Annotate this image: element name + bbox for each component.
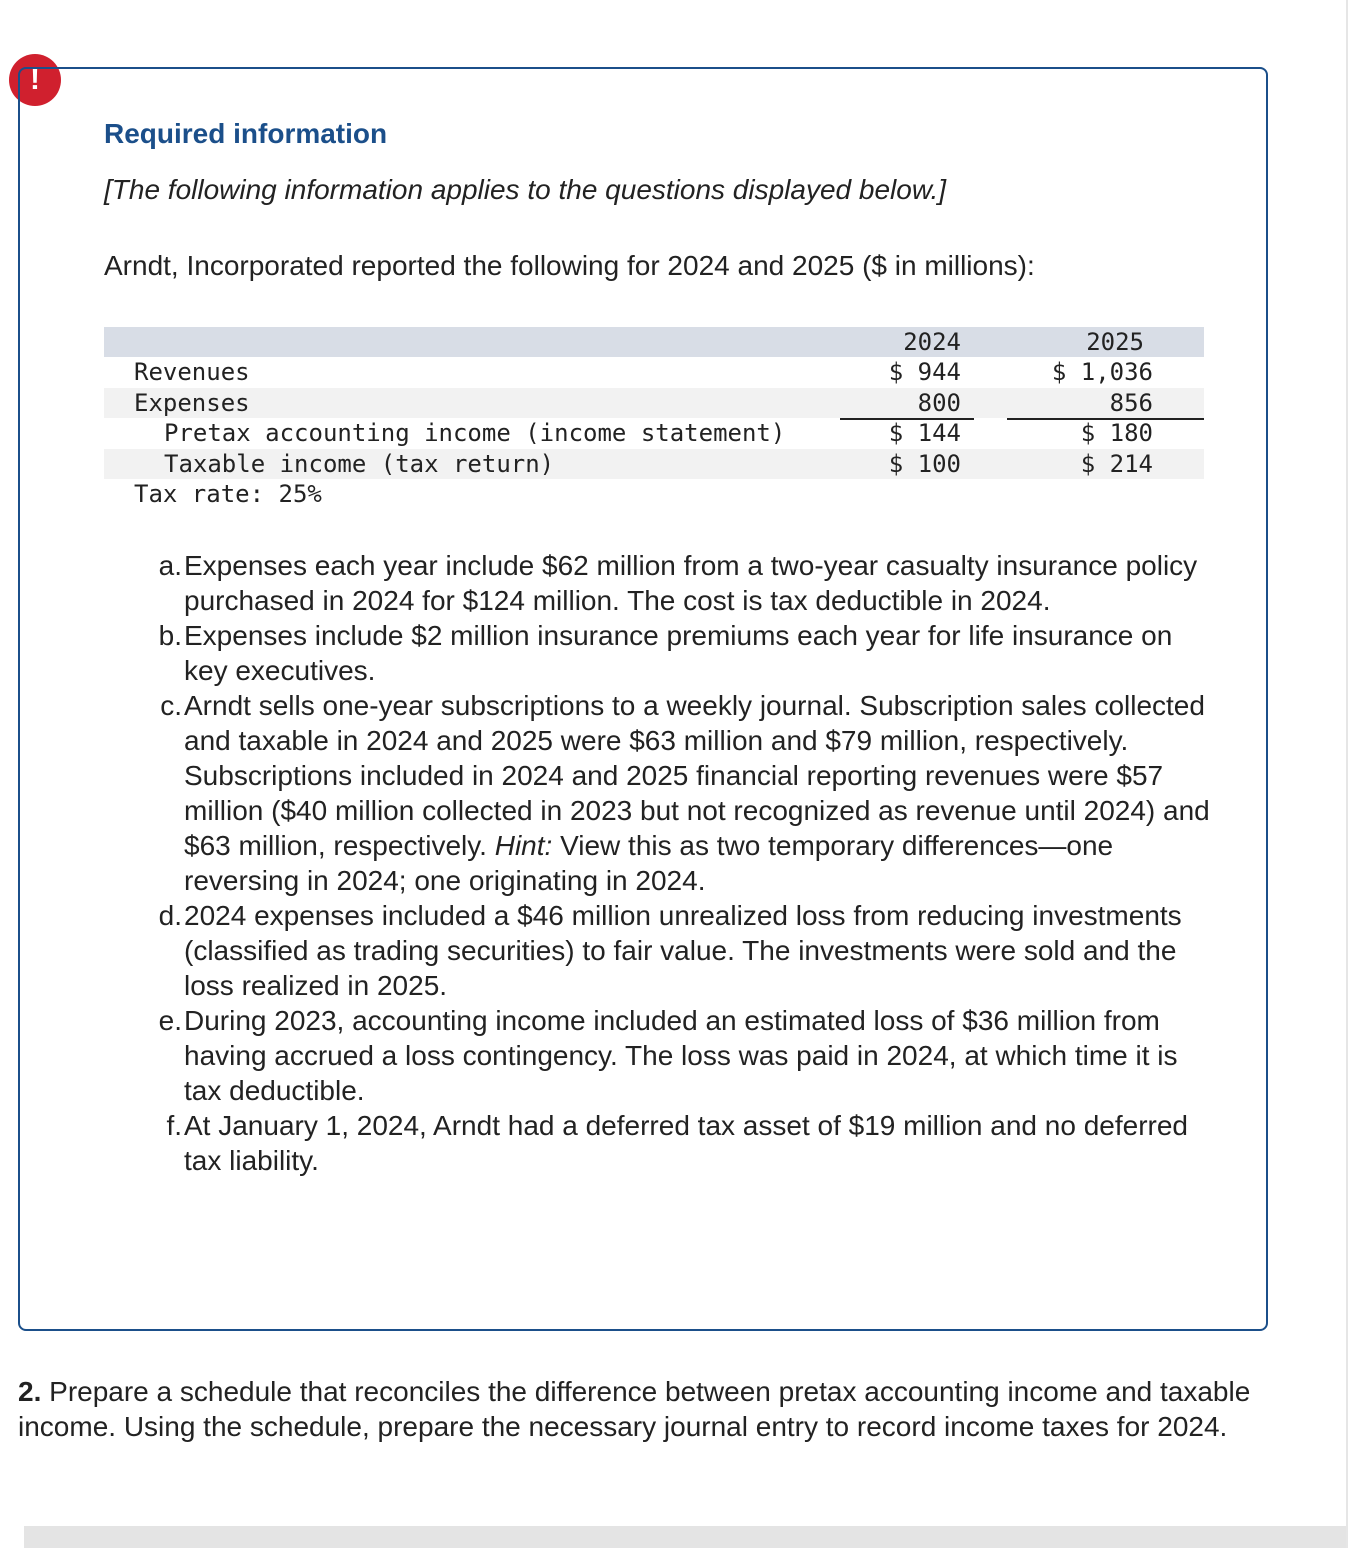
note-text: At January 1, 2024, Arndt had a deferred tax asset of $19 million and no deferred tax liability. [184,1110,1188,1176]
table-row-revenues [104,357,1204,388]
note-d [150,898,1210,1003]
row-value-2025: $ 180 [1080,419,1153,447]
note-f [150,1108,1210,1178]
alert-icon: ! [9,54,61,106]
table-row-expenses [104,388,1204,419]
hint-label: Hint: [494,830,553,861]
note-letter: b. [158,620,182,651]
note-text [184,688,1210,898]
row-value-2024: 800 [917,388,961,417]
question-prompt [18,1374,1318,1444]
note-letter: e. [158,1005,182,1036]
note-text-main: Arndt sells one-year subscriptions to a weekly journal. Subscription sales collected and taxable in 2024 and 2025 were $63 million and $79 million, respectively. Subscriptions included in 2024 and 2025 financial reporting revenues were $57 million ($40 million collected in 2023 but not recognized as revenue until 2024) and $63 million, respectively. [184,690,1210,861]
financial-table [104,327,1204,510]
note-letter: d. [158,900,182,931]
hint-text: View this as two temporary differences—one reversing in 2024; one originating in 2024. [184,830,1114,896]
notes-list [150,548,1210,1178]
table-header-row [104,327,1204,357]
row-label: Tax rate: 25% [134,480,322,508]
note-text: Expenses include $2 million insurance premiums each year for life insurance on key executives. [184,620,1173,686]
row-label: Taxable income (tax return) [164,449,555,478]
note-b [150,618,1210,688]
note-text: During 2023, accounting income included an estimated loss of $36 million from having accrued a loss contingency. The loss was paid in 2024, at which time it is tax deductible. [184,1005,1178,1106]
note-letter: f. [166,1110,182,1141]
note-a [150,548,1210,618]
required-info-title: Required information [104,118,388,149]
table-row-tax-rate [104,479,1204,510]
table-row-pretax-income [104,418,1204,449]
intro-text: Arndt, Incorporated reported the following for 2024 and 2025 ($ in millions): [104,250,1035,281]
note-text: 2024 expenses included a $46 million unrealized loss from reducing investments (classified as trading securities) to fair value. The investments were sold and the loss realized in 2025. [184,900,1182,1001]
row-value-2024: $ 100 [888,449,961,478]
note-e [150,1003,1210,1108]
note-letter: c. [160,690,182,721]
header-2024: 2024 [903,328,961,356]
note-c [150,688,1210,898]
row-label: Pretax accounting income (income statement) [164,419,786,447]
row-value-2025: $ 1,036 [1051,358,1153,386]
note-text: Expenses each year include $62 million from a two-year casualty insurance policy purchased in 2024 for $124 million. The cost is tax deductible in 2024. [184,550,1198,616]
header-2025: 2025 [1086,328,1144,356]
required-info-subtitle: [The following information applies to the questions displayed below.] [104,174,947,205]
row-value-2025: 856 [1109,388,1153,417]
table-row-taxable-income [104,449,1204,480]
row-value-2025: $ 214 [1080,449,1153,478]
question-text: Prepare a schedule that reconciles the difference between pretax accounting income and taxable income. Using the schedule, prepare the necessary journal entry to record income taxes for 2024. [18,1376,1251,1442]
page-right-border [1346,0,1348,1548]
question-number: 2. [18,1376,42,1407]
note-letter: a. [158,550,182,581]
answer-area-bar [24,1526,1346,1548]
row-label: Expenses [134,388,250,417]
row-label: Revenues [134,358,250,386]
row-value-2024: $ 144 [888,419,961,447]
row-value-2024: $ 944 [888,358,961,386]
